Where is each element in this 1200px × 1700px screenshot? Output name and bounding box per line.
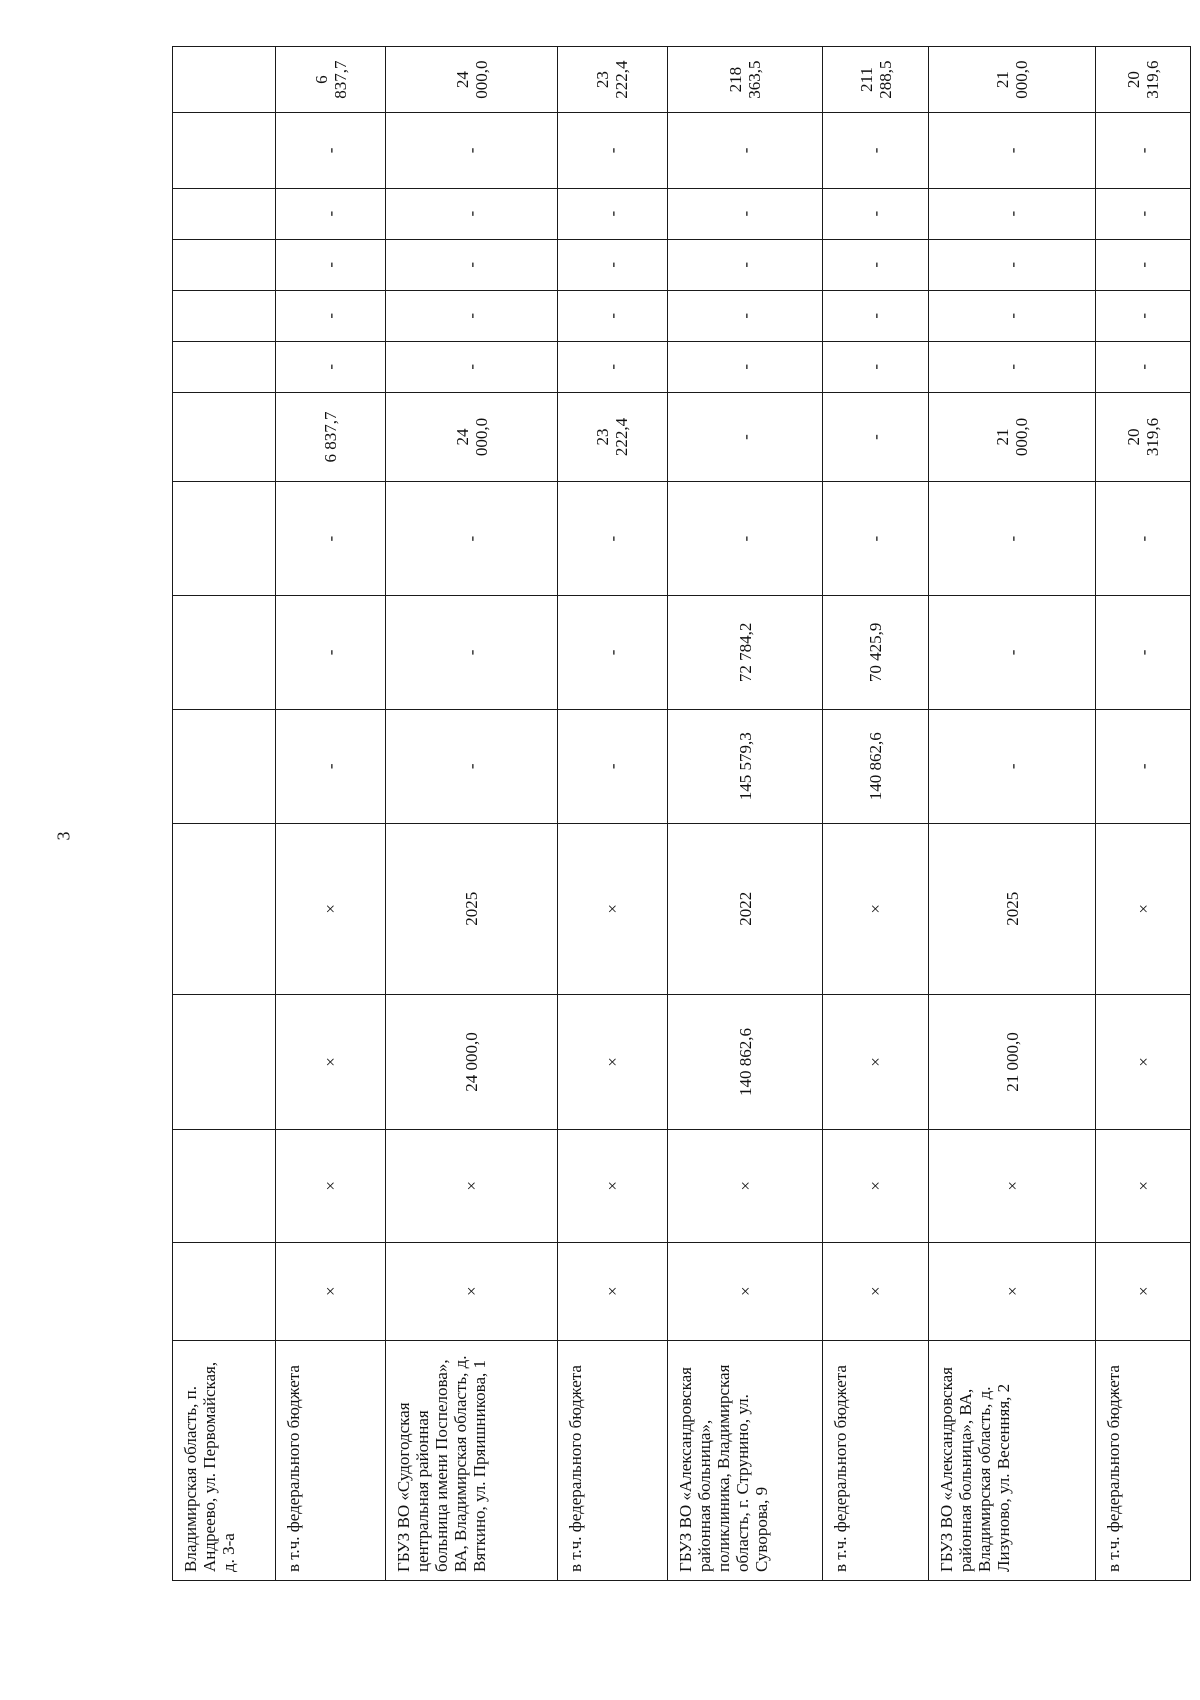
table-cell: 145 579,3 [667, 709, 823, 823]
table-cell: - [276, 239, 386, 290]
table-cell: - [1096, 709, 1191, 823]
table-cell: - [823, 341, 928, 392]
table-cell: 6 837,7 [276, 47, 386, 113]
table-cell [173, 709, 276, 823]
table-cell: × [557, 994, 667, 1129]
table-cell [173, 1129, 276, 1242]
table-cell: - [1096, 482, 1191, 596]
table-cell [173, 994, 276, 1129]
table-cell: - [1096, 239, 1191, 290]
table-cell: - [928, 113, 1095, 189]
table-cell: - [823, 188, 928, 239]
table-cell: × [823, 823, 928, 994]
table-row [1096, 47, 1191, 1581]
table-cell: × [1096, 1242, 1191, 1340]
table-cell [173, 596, 276, 710]
table-cell [173, 239, 276, 290]
budget-table [172, 46, 1191, 1581]
table-cell: × [276, 1129, 386, 1242]
table-cell: - [928, 482, 1095, 596]
table-row [667, 47, 823, 1581]
row-label-cell: в т.ч. федерального бюджета [823, 1340, 928, 1580]
table-cell: 2025 [386, 823, 558, 994]
table-cell: 24 000,0 [386, 47, 558, 113]
table-cell: - [276, 709, 386, 823]
table-cell: - [1096, 113, 1191, 189]
table-cell: 24 000,0 [386, 994, 558, 1129]
table-body [173, 47, 1191, 1581]
table-cell: - [386, 290, 558, 341]
table-cell: 20 319,6 [1096, 47, 1191, 113]
table-cell [173, 290, 276, 341]
table-cell: × [276, 823, 386, 994]
table-cell: - [386, 239, 558, 290]
table-cell: 218 363,5 [667, 47, 823, 113]
table-cell: - [276, 113, 386, 189]
table-cell: - [557, 290, 667, 341]
table-row [557, 47, 667, 1581]
table-cell: 211 288,5 [823, 47, 928, 113]
table-cell: × [823, 994, 928, 1129]
table-cell: × [386, 1242, 558, 1340]
table-row [386, 47, 558, 1581]
table-cell: 21 000,0 [928, 994, 1095, 1129]
table-cell [173, 392, 276, 481]
table-cell: - [276, 596, 386, 710]
table-cell: - [276, 341, 386, 392]
table-cell: - [1096, 290, 1191, 341]
table-cell: - [557, 482, 667, 596]
rotated-table-wrapper [172, 46, 1191, 1581]
table-cell: × [1096, 823, 1191, 994]
table-cell [173, 482, 276, 596]
table-cell: 2025 [928, 823, 1095, 994]
table-cell: - [557, 188, 667, 239]
table-row [928, 47, 1095, 1581]
table-cell: - [386, 482, 558, 596]
table-cell: - [386, 709, 558, 823]
table-cell: 72 784,2 [667, 596, 823, 710]
table-cell: - [928, 596, 1095, 710]
table-row [823, 47, 928, 1581]
table-cell [173, 823, 276, 994]
row-label-cell: в т.ч. федерального бюджета [557, 1340, 667, 1580]
table-cell: × [667, 1129, 823, 1242]
table-cell: - [1096, 596, 1191, 710]
table-cell: × [276, 994, 386, 1129]
table-cell: - [928, 239, 1095, 290]
table-cell: - [276, 482, 386, 596]
table-cell: - [1096, 341, 1191, 392]
table-cell: - [386, 113, 558, 189]
table-cell: 23 222,4 [557, 392, 667, 481]
table-cell: - [557, 709, 667, 823]
row-label-cell: ГБУЗ ВО «Судогодская центральная районная больница имени Поспелова», ВА, Владимирская область, д. Вяткино, ул. Пряишникова, 1 [386, 1340, 558, 1580]
row-label-cell: в т.ч. федерального бюджета [1096, 1340, 1191, 1580]
table-cell: - [667, 482, 823, 596]
table-cell: × [928, 1129, 1095, 1242]
row-label-cell: в т.ч. федерального бюджета [276, 1340, 386, 1580]
table-cell: × [928, 1242, 1095, 1340]
table-cell: × [823, 1129, 928, 1242]
table-cell: - [557, 113, 667, 189]
table-cell: × [557, 1129, 667, 1242]
table-cell: - [557, 596, 667, 710]
table-cell: 23 222,4 [557, 47, 667, 113]
table-cell: - [667, 392, 823, 481]
table-cell: - [928, 188, 1095, 239]
table-cell: - [386, 341, 558, 392]
table-cell: 140 862,6 [823, 709, 928, 823]
table-cell: - [667, 113, 823, 189]
table-cell [173, 188, 276, 239]
table-cell: - [823, 113, 928, 189]
table-cell: - [386, 188, 558, 239]
table-cell: - [557, 341, 667, 392]
table-cell: - [928, 341, 1095, 392]
table-cell [173, 113, 276, 189]
table-cell: 140 862,6 [667, 994, 823, 1129]
table-cell: - [557, 239, 667, 290]
table-cell: 70 425,9 [823, 596, 928, 710]
table-row [276, 47, 386, 1581]
table-cell: × [276, 1242, 386, 1340]
table-cell: 6 837,7 [276, 392, 386, 481]
table-cell: - [823, 392, 928, 481]
table-cell: - [928, 709, 1095, 823]
table-cell: - [928, 290, 1095, 341]
table-cell: - [667, 341, 823, 392]
table-cell: - [667, 290, 823, 341]
table-cell: × [557, 823, 667, 994]
table-cell: - [1096, 188, 1191, 239]
table-cell: 21 000,0 [928, 392, 1095, 481]
table-cell [173, 47, 276, 113]
row-label-cell: ГБУЗ ВО «Александровская районная больница», поликлиника, Владимирская область, г. Струнино, ул. Суворова, 9 [667, 1340, 823, 1580]
table-cell [173, 341, 276, 392]
table-cell: × [1096, 1129, 1191, 1242]
table-cell: × [386, 1129, 558, 1242]
table-cell: - [276, 188, 386, 239]
table-cell: - [823, 239, 928, 290]
table-cell: - [276, 290, 386, 341]
table-cell: 24 000,0 [386, 392, 558, 481]
table-cell: - [386, 596, 558, 710]
table-cell: × [1096, 994, 1191, 1129]
table-cell: 21 000,0 [928, 47, 1095, 113]
table-cell: - [823, 290, 928, 341]
table-cell: × [557, 1242, 667, 1340]
row-label-cell: Владимирская область, п. Андреево, ул. Первомайская, д. 3-а [173, 1340, 276, 1580]
table-cell: 20 319,6 [1096, 392, 1191, 481]
table-cell: 2022 [667, 823, 823, 994]
table-cell: - [823, 482, 928, 596]
table-cell: - [667, 188, 823, 239]
page-number: 3 [53, 831, 74, 841]
table-cell [173, 1242, 276, 1340]
table-cell: - [667, 239, 823, 290]
table-cell: × [823, 1242, 928, 1340]
row-label-cell: ГБУЗ ВО «Александровская районная больница», ВА, Владимирская область, д. Лизуново, ул. Весенняя, 2 [928, 1340, 1095, 1580]
table-row [173, 47, 276, 1581]
table-cell: × [667, 1242, 823, 1340]
